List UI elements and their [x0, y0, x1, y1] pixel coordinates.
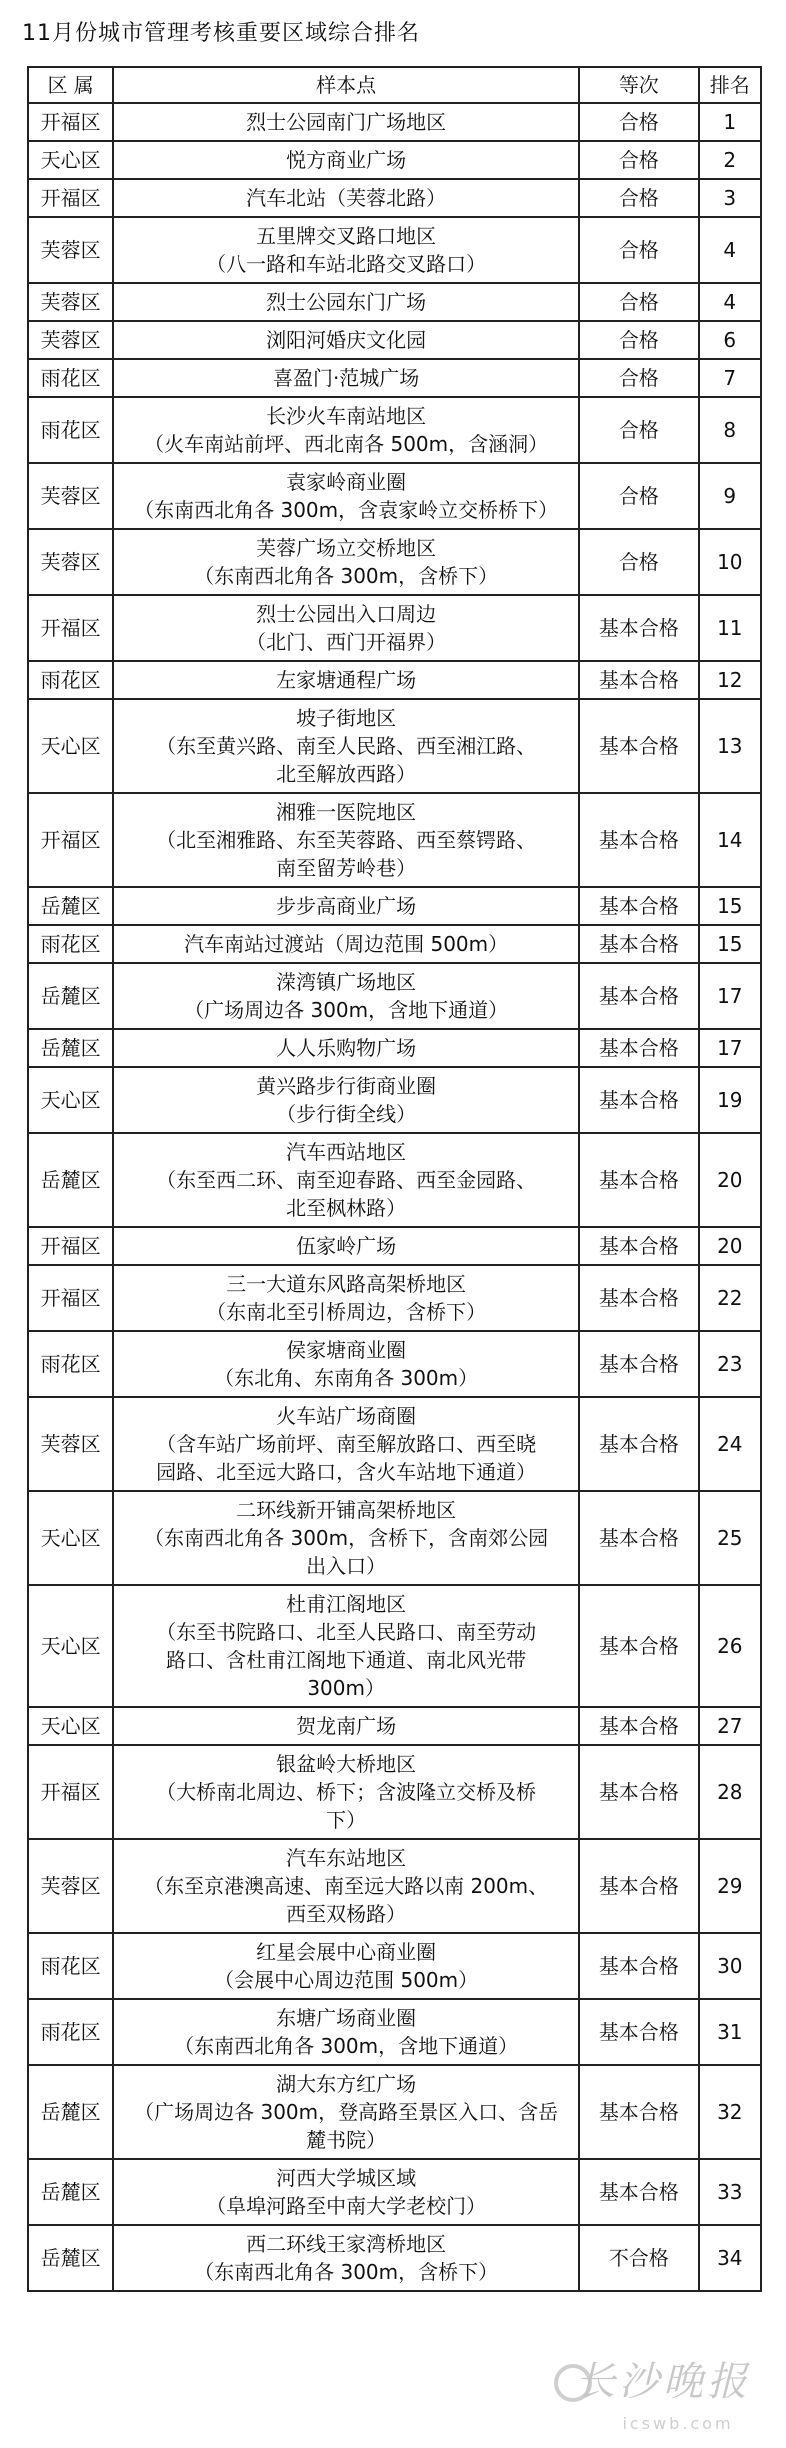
table-row	[28, 103, 761, 141]
rank-cell: 31	[699, 1999, 761, 2065]
sample-line: 人人乐购物广场	[276, 1036, 417, 1060]
sample-line: （北至湘雅路、东至芙蓉路、西至蔡锷路、	[156, 828, 537, 852]
sample-line: 二环线新开铺高架桥地区	[236, 1498, 457, 1522]
sample-line: （东南北至引桥周边，含桥下）	[206, 1300, 487, 1324]
table-row	[28, 1839, 761, 1933]
table-body	[28, 103, 761, 2291]
sample-line: 北至枫林路）	[286, 1196, 407, 1220]
sample-line: 悦方商业广场	[286, 148, 407, 172]
page-title: 11月份城市管理考核重要区域综合排名	[22, 21, 420, 46]
sample-line: 五里牌交叉路口地区	[256, 224, 437, 248]
sample-line: （步行街全线）	[276, 1102, 417, 1126]
table-row	[28, 1999, 761, 2065]
grade-cell: 基本合格	[579, 1331, 699, 1397]
grade-cell: 基本合格	[579, 1933, 699, 1999]
table-row	[28, 1933, 761, 1999]
sample-line: 三一大道东风路高架桥地区	[226, 1272, 467, 1296]
rank-cell: 4	[699, 283, 761, 321]
grade-cell: 不合格	[579, 2225, 699, 2291]
sample-cell	[113, 141, 579, 179]
grade-cell: 合格	[579, 179, 699, 217]
sample-line: （东南西北角各 300m，含桥下，含南郊公园	[144, 1526, 549, 1550]
sample-line: 芙蓉广场立交桥地区	[256, 536, 437, 560]
grade-cell: 合格	[579, 141, 699, 179]
sample-cell	[113, 1067, 579, 1133]
table-row	[28, 1029, 761, 1067]
sample-line: （东南西北角各 300m，含袁家岭立交桥桥下）	[134, 498, 559, 522]
sample-line: 南至留芳岭巷）	[276, 856, 417, 880]
table-row	[28, 1397, 761, 1491]
sample-cell	[113, 793, 579, 887]
district-cell: 岳麓区	[28, 887, 113, 925]
grade-cell: 基本合格	[579, 1745, 699, 1839]
sample-line: 出入口）	[306, 1554, 387, 1578]
watermark-logo-text: 长沙晚报	[575, 2359, 751, 2405]
rank-cell: 6	[699, 321, 761, 359]
sample-line: 溁湾镇广场地区	[276, 970, 417, 994]
district-cell: 天心区	[28, 1707, 113, 1745]
sample-cell	[113, 397, 579, 463]
grade-cell: 基本合格	[579, 2065, 699, 2159]
table-row	[28, 1491, 761, 1585]
header-rank: 排名	[699, 67, 761, 103]
district-cell: 芙蓉区	[28, 1397, 113, 1491]
sample-line: （含车站广场前坪、南至解放路口、西至晓	[156, 1432, 537, 1456]
sample-cell	[113, 103, 579, 141]
sample-cell	[113, 529, 579, 595]
rank-cell: 4	[699, 217, 761, 283]
district-cell: 芙蓉区	[28, 529, 113, 595]
rank-cell: 30	[699, 1933, 761, 1999]
sample-line: 北至解放西路）	[276, 762, 417, 786]
sample-line: 汽车南站过渡站（周边范围 500m）	[184, 932, 509, 956]
grade-cell: 基本合格	[579, 1067, 699, 1133]
grade-cell: 基本合格	[579, 925, 699, 963]
sample-cell	[113, 887, 579, 925]
sample-line: 湖大东方红广场	[276, 2072, 417, 2096]
table-row	[28, 2065, 761, 2159]
table-row	[28, 595, 761, 661]
sample-line: 侯家塘商业圈	[286, 1338, 407, 1362]
sample-line: 烈士公园出入口周边	[256, 602, 437, 626]
table-row	[28, 359, 761, 397]
sample-cell	[113, 963, 579, 1029]
watermark-url: icswb.com	[622, 2414, 734, 2433]
district-cell: 雨花区	[28, 1999, 113, 2065]
sample-line: （东至黄兴路、南至人民路、西至湘江路、	[156, 734, 537, 758]
rank-cell: 3	[699, 179, 761, 217]
sample-line: 黄兴路步行街商业圈	[256, 1074, 437, 1098]
rank-cell: 15	[699, 887, 761, 925]
district-cell: 天心区	[28, 1067, 113, 1133]
table-row	[28, 141, 761, 179]
grade-cell: 合格	[579, 321, 699, 359]
sample-line: （东北角、东南角各 300m）	[214, 1366, 479, 1390]
grade-cell: 基本合格	[579, 1999, 699, 2065]
sample-line: （东至京港澳高速、南至远大路以南 200m、	[144, 1874, 549, 1898]
sample-cell	[113, 1029, 579, 1067]
header-sample: 样本点	[113, 67, 579, 103]
rank-cell: 24	[699, 1397, 761, 1491]
sample-cell	[113, 2225, 579, 2291]
sample-line: （八一路和车站北路交叉路口）	[206, 252, 487, 276]
table-row	[28, 463, 761, 529]
rank-cell: 17	[699, 963, 761, 1029]
district-cell: 岳麓区	[28, 2065, 113, 2159]
grade-cell: 合格	[579, 103, 699, 141]
district-cell: 开福区	[28, 1227, 113, 1265]
sample-cell	[113, 2159, 579, 2225]
district-cell: 芙蓉区	[28, 217, 113, 283]
rank-cell: 26	[699, 1585, 761, 1707]
rank-cell: 2	[699, 141, 761, 179]
table-row	[28, 1585, 761, 1707]
rank-cell: 10	[699, 529, 761, 595]
sample-line: （东至书院路口、北至人民路口、南至劳动	[156, 1620, 537, 1644]
rank-cell: 22	[699, 1265, 761, 1331]
grade-cell: 基本合格	[579, 1585, 699, 1707]
sample-line: 湘雅一医院地区	[276, 800, 417, 824]
sample-line: 杜甫江阁地区	[286, 1592, 407, 1616]
sample-line: （北门、西门开福界）	[246, 630, 447, 654]
rank-cell: 11	[699, 595, 761, 661]
sample-line: 银盆岭大桥地区	[276, 1752, 417, 1776]
sample-line: 左家塘通程广场	[276, 668, 417, 692]
grade-cell: 基本合格	[579, 1265, 699, 1331]
sample-cell	[113, 1839, 579, 1933]
district-cell: 天心区	[28, 699, 113, 793]
sample-line: 东塘广场商业圈	[276, 2006, 417, 2030]
sample-line: 汽车西站地区	[286, 1140, 407, 1164]
sample-line: 烈士公园南门广场地区	[246, 110, 447, 134]
grade-cell: 合格	[579, 529, 699, 595]
sample-cell	[113, 595, 579, 661]
district-cell: 岳麓区	[28, 1029, 113, 1067]
grade-cell: 合格	[579, 217, 699, 283]
sample-line: （火车南站前坪、西北南各 500m，含涵洞）	[144, 432, 549, 456]
sample-cell	[113, 1745, 579, 1839]
district-cell: 芙蓉区	[28, 321, 113, 359]
grade-cell: 基本合格	[579, 1707, 699, 1745]
sample-cell	[113, 1227, 579, 1265]
rank-cell: 12	[699, 661, 761, 699]
district-cell: 开福区	[28, 179, 113, 217]
sample-line: 西至双杨路）	[286, 1902, 407, 1926]
sample-cell	[113, 2065, 579, 2159]
table-row	[28, 1745, 761, 1839]
rank-cell: 29	[699, 1839, 761, 1933]
table-row	[28, 1707, 761, 1745]
rank-cell: 7	[699, 359, 761, 397]
grade-cell: 基本合格	[579, 1227, 699, 1265]
sample-line: 坡子街地区	[296, 706, 397, 730]
grade-cell: 基本合格	[579, 793, 699, 887]
sample-line: 汽车东站地区	[286, 1846, 407, 1870]
sample-cell	[113, 359, 579, 397]
sample-line: 长沙火车南站地区	[266, 404, 427, 428]
rank-cell: 20	[699, 1133, 761, 1227]
district-cell: 岳麓区	[28, 963, 113, 1029]
district-cell: 雨花区	[28, 1331, 113, 1397]
rank-cell: 15	[699, 925, 761, 963]
district-cell: 开福区	[28, 1265, 113, 1331]
rank-cell: 9	[699, 463, 761, 529]
grade-cell: 合格	[579, 463, 699, 529]
district-cell: 开福区	[28, 793, 113, 887]
grade-cell: 基本合格	[579, 1029, 699, 1067]
header-grade: 等次	[579, 67, 699, 103]
table-row	[28, 1265, 761, 1331]
table-row	[28, 1067, 761, 1133]
sample-line: 西二环线王家湾桥地区	[246, 2232, 447, 2256]
sample-cell	[113, 1397, 579, 1491]
table-row	[28, 529, 761, 595]
table-row	[28, 1331, 761, 1397]
sample-cell	[113, 1133, 579, 1227]
table-row	[28, 1227, 761, 1265]
grade-cell: 基本合格	[579, 963, 699, 1029]
table-header-row	[28, 67, 761, 103]
table-row	[28, 2225, 761, 2291]
sample-cell	[113, 463, 579, 529]
grade-cell: 基本合格	[579, 1839, 699, 1933]
grade-cell: 基本合格	[579, 1491, 699, 1585]
sample-cell	[113, 1331, 579, 1397]
rank-cell: 25	[699, 1491, 761, 1585]
district-cell: 雨花区	[28, 1933, 113, 1999]
sample-line: 喜盈门·范城广场	[272, 366, 420, 390]
grade-cell: 合格	[579, 397, 699, 463]
grade-cell: 基本合格	[579, 699, 699, 793]
district-cell: 开福区	[28, 1745, 113, 1839]
sample-line: 河西大学城区域	[276, 2166, 417, 2190]
district-cell: 岳麓区	[28, 1133, 113, 1227]
sample-line: （广场周边各 300m，含地下通道）	[184, 998, 509, 1022]
district-cell: 雨花区	[28, 359, 113, 397]
grade-cell: 合格	[579, 283, 699, 321]
sample-line: （会展中心周边范围 500m）	[214, 1968, 479, 1992]
district-cell: 雨花区	[28, 397, 113, 463]
table-row	[28, 283, 761, 321]
table-row	[28, 925, 761, 963]
sample-line: （东南西北角各 300m，含桥下）	[194, 564, 499, 588]
grade-cell: 基本合格	[579, 2159, 699, 2225]
district-cell: 岳麓区	[28, 2225, 113, 2291]
sample-line: 贺龙南广场	[296, 1714, 397, 1738]
district-cell: 天心区	[28, 141, 113, 179]
table-row	[28, 217, 761, 283]
rank-cell: 14	[699, 793, 761, 887]
district-cell: 芙蓉区	[28, 1839, 113, 1933]
table-row	[28, 321, 761, 359]
sample-cell	[113, 1933, 579, 1999]
sample-line: （东至西二环、南至迎春路、西至金园路、	[156, 1168, 537, 1192]
sample-cell	[113, 1265, 579, 1331]
rank-cell: 32	[699, 2065, 761, 2159]
district-cell: 芙蓉区	[28, 283, 113, 321]
sample-cell	[113, 217, 579, 283]
grade-cell: 基本合格	[579, 887, 699, 925]
sample-line: （阜埠河路至中南大学老校门）	[206, 2194, 487, 2218]
sample-cell	[113, 179, 579, 217]
rank-cell: 1	[699, 103, 761, 141]
table-row	[28, 793, 761, 887]
table-row	[28, 661, 761, 699]
grade-cell: 基本合格	[579, 661, 699, 699]
sample-cell	[113, 1999, 579, 2065]
ranking-table	[27, 66, 762, 2292]
sample-line: 袁家岭商业圈	[286, 470, 407, 494]
district-cell: 雨花区	[28, 925, 113, 963]
table-row	[28, 963, 761, 1029]
sample-line: 步步高商业广场	[276, 894, 417, 918]
sample-cell	[113, 661, 579, 699]
sample-cell	[113, 925, 579, 963]
table-row	[28, 699, 761, 793]
rank-cell: 23	[699, 1331, 761, 1397]
rank-cell: 17	[699, 1029, 761, 1067]
newspaper-watermark	[548, 2352, 778, 2442]
sample-line: 下）	[326, 1808, 367, 1832]
sample-cell	[113, 321, 579, 359]
rank-cell: 28	[699, 1745, 761, 1839]
sample-cell	[113, 699, 579, 793]
sample-cell	[113, 1585, 579, 1707]
rank-cell: 20	[699, 1227, 761, 1265]
sample-line: 园路、北至远大路口，含火车站地下通道）	[156, 1460, 537, 1484]
sample-line: 伍家岭广场	[296, 1234, 397, 1258]
sample-cell	[113, 1491, 579, 1585]
sample-line: 路口、含杜甫江阁地下通道、南北风光带	[166, 1648, 527, 1672]
table-row	[28, 397, 761, 463]
sample-line: 火车站广场商圈	[276, 1404, 417, 1428]
rank-cell: 27	[699, 1707, 761, 1745]
table-row	[28, 1133, 761, 1227]
sample-line: 浏阳河婚庆文化园	[266, 328, 427, 352]
district-cell: 开福区	[28, 103, 113, 141]
table-row	[28, 179, 761, 217]
table-row	[28, 887, 761, 925]
grade-cell: 合格	[579, 359, 699, 397]
district-cell: 岳麓区	[28, 2159, 113, 2225]
sample-line: 烈士公园东门广场	[266, 290, 427, 314]
district-cell: 天心区	[28, 1585, 113, 1707]
rank-cell: 33	[699, 2159, 761, 2225]
sample-cell	[113, 1707, 579, 1745]
district-cell: 雨花区	[28, 661, 113, 699]
header-district: 区 属	[28, 67, 113, 103]
sample-line: （东南西北角各 300m，含桥下）	[194, 2260, 499, 2284]
sample-line: 汽车北站（芙蓉北路）	[246, 186, 447, 210]
grade-cell: 基本合格	[579, 595, 699, 661]
district-cell: 天心区	[28, 1491, 113, 1585]
sample-line: 300m）	[307, 1676, 385, 1700]
rank-cell: 8	[699, 397, 761, 463]
district-cell: 芙蓉区	[28, 463, 113, 529]
sample-cell	[113, 283, 579, 321]
rank-cell: 34	[699, 2225, 761, 2291]
sample-line: 麓书院）	[306, 2128, 387, 2152]
grade-cell: 基本合格	[579, 1397, 699, 1491]
sample-line: 红星会展中心商业圈	[256, 1940, 437, 1964]
sample-line: （东南西北角各 300m，含地下通道）	[174, 2034, 519, 2058]
rank-cell: 19	[699, 1067, 761, 1133]
table-row	[28, 2159, 761, 2225]
district-cell: 开福区	[28, 595, 113, 661]
sample-line: （广场周边各 300m，登高路至景区入口、含岳	[134, 2100, 559, 2124]
grade-cell: 基本合格	[579, 1133, 699, 1227]
rank-cell: 13	[699, 699, 761, 793]
sample-line: （大桥南北周边、桥下；含波隆立交桥及桥	[156, 1780, 537, 1804]
